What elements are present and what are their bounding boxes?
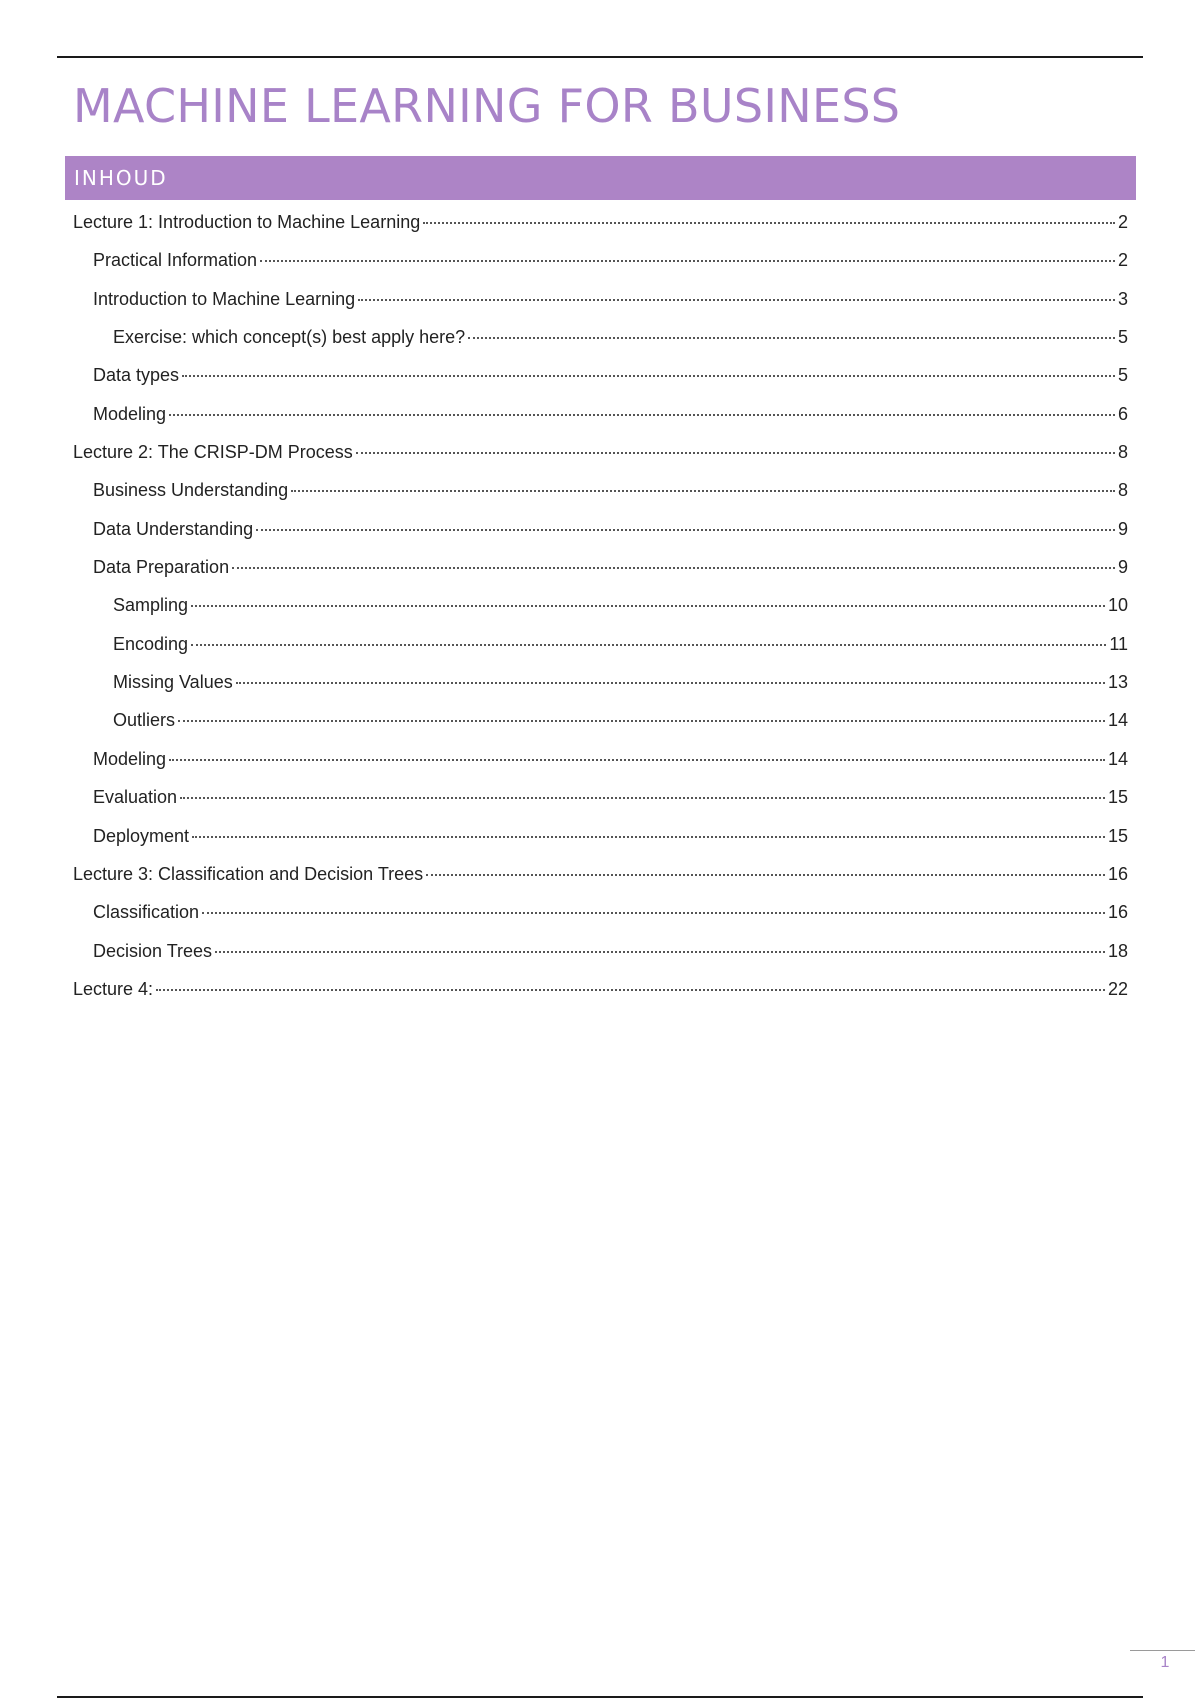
footer-rule [57,1696,1143,1698]
dot-leader [178,720,1105,722]
toc-entry[interactable] [0,510,1200,548]
toc-entry-page: 22 [1107,978,1128,999]
toc-entry-title: Data Understanding [93,518,254,539]
toc-entry-page: 8 [1117,442,1128,463]
toc-entry-title: Modeling [93,403,167,424]
toc-entry[interactable] [0,701,1200,739]
toc-entry-page: 9 [1117,518,1128,539]
dot-leader [169,759,1105,761]
toc-entry[interactable] [0,893,1200,931]
toc-entry-page: 2 [1117,250,1128,271]
page-number: 1 [1160,1654,1170,1671]
dot-leader [356,452,1115,454]
toc-entry[interactable] [0,203,1200,241]
toc-entry[interactable] [0,625,1200,663]
dot-leader [232,567,1115,569]
toc-entry-page: 16 [1107,863,1128,884]
toc-entry-title: Lecture 4: [73,978,154,999]
toc-entry-page: 8 [1117,480,1128,501]
toc-entry[interactable] [0,932,1200,970]
page-number-rule [1130,1650,1195,1651]
dot-leader [423,222,1115,224]
dot-leader [256,529,1115,531]
dot-leader [236,682,1105,684]
toc-entry[interactable] [0,855,1200,893]
toc-entry-title: Lecture 1: Introduction to Machine Learning [73,212,421,232]
toc-entry-title: Business Understanding [93,480,289,501]
toc-entry-title: Lecture 3: Classification and Decision Trees [73,863,424,884]
toc-entry-page: 2 [1117,212,1128,232]
toc-entry-title: Deployment [93,825,190,846]
toc-entry-title: Modeling [93,748,167,769]
dot-leader [191,605,1105,607]
toc-entry[interactable] [0,817,1200,855]
toc-entry[interactable] [0,778,1200,816]
toc-entry-page: 15 [1107,787,1128,808]
toc-entry[interactable] [0,970,1200,1008]
toc-entry-title: Sampling [113,595,189,616]
toc-entry-title: Lecture 2: The CRISP-DM Process [73,442,353,463]
toc-entry-title: Exercise: which concept(s) best apply here? [113,327,466,348]
toc-entry-page: 3 [1117,288,1128,309]
toc-entry-page: 18 [1107,940,1128,961]
toc-entry-title: Data types [93,365,180,386]
toc-entry-title: Decision Trees [93,940,213,961]
document-title: MACHINE LEARNING FOR BUSINESS [73,79,901,133]
header-rule [57,56,1143,58]
toc-entry[interactable] [0,356,1200,394]
toc-entry[interactable] [0,548,1200,586]
toc-entry-page: 9 [1117,557,1128,578]
dot-leader [202,912,1105,914]
toc-entry-title: Practical Information [93,250,258,271]
toc-entry-page: 15 [1107,825,1128,846]
toc-entry-title: Data Preparation [93,557,230,578]
toc-heading: INHOUD [74,166,168,190]
toc-entry[interactable] [0,663,1200,701]
dot-leader [215,951,1105,953]
toc-entry-title: Evaluation [93,787,178,808]
toc-entry[interactable] [0,280,1200,318]
toc-entry[interactable] [0,471,1200,509]
toc-entry-title: Encoding [113,633,189,654]
dot-leader [358,299,1115,301]
toc-entry-page: 14 [1107,710,1128,731]
toc-entry[interactable] [0,740,1200,778]
toc-entry-title: Outliers [113,710,176,731]
dot-leader [468,337,1115,339]
table-of-contents [0,203,1200,1008]
dot-leader [426,874,1105,876]
dot-leader [169,414,1115,416]
toc-entry[interactable] [0,586,1200,624]
toc-entry-page: 10 [1107,595,1128,616]
toc-entry-page: 5 [1117,365,1128,386]
toc-entry-page: 14 [1107,748,1128,769]
toc-entry[interactable] [0,395,1200,433]
toc-heading-banner [65,156,1136,200]
dot-leader [192,836,1105,838]
toc-entry-page: 5 [1117,327,1128,348]
dot-leader [182,375,1115,377]
toc-entry-page: 6 [1117,403,1128,424]
dot-leader [260,260,1115,262]
toc-entry[interactable] [0,241,1200,279]
toc-entry-page: 11 [1109,633,1128,654]
toc-entry-title: Introduction to Machine Learning [93,288,356,309]
dot-leader [291,490,1115,492]
toc-entry-page: 13 [1107,672,1128,693]
toc-entry[interactable] [0,318,1200,356]
toc-entry-title: Classification [93,902,200,923]
dot-leader [156,989,1105,991]
toc-entry-page: 16 [1107,902,1128,923]
dot-leader [191,644,1106,646]
dot-leader [180,797,1105,799]
toc-entry[interactable] [0,433,1200,471]
toc-entry-title: Missing Values [113,672,233,693]
